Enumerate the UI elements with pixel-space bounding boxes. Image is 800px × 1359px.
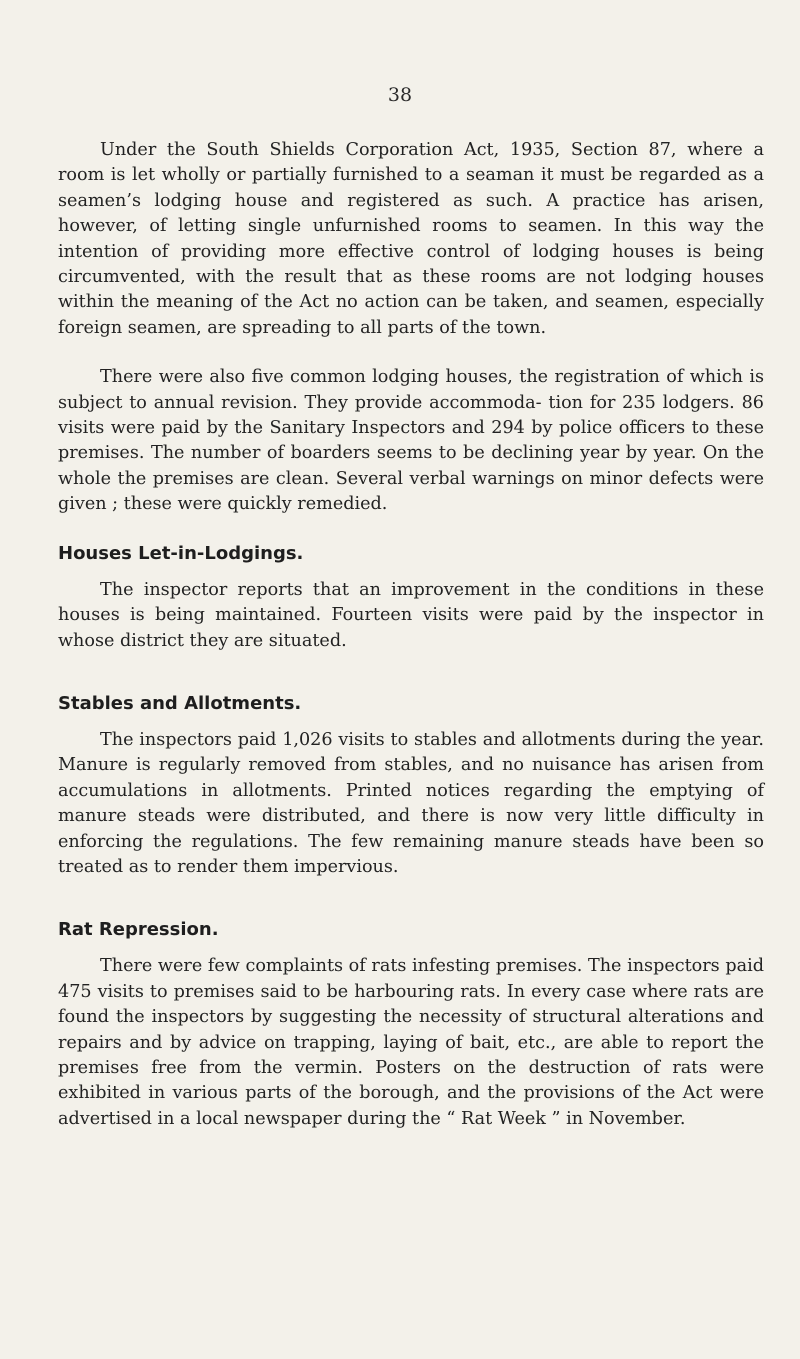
page-content [58,138,764,1156]
section-heading: Stables and Allotments. [58,692,302,714]
section-heading: Houses Let-in-Lodgings. [58,542,304,564]
paragraph-common-lodging-houses: There were also five common lodging houses, the registration of which is subject to annual revision. They provide accommoda- tion for 235 lodgers. 86 visits were paid by the Sanitary Inspectors and 294 by police officers to these premises. The number of boarders seems to be declining year by year. On the whole the premises are clean. Several verbal warnings on minor defects were given ; these were quickly remedied. [58,367,764,515]
section-heading: Rat Repression. [58,919,219,941]
section-rat-repression [58,918,764,1132]
paragraph-seamen-lodging: Under the South Shields Corporation Act, 1935, Section 87, where a room is let wholly or partially furnished to a seaman it must be regarded as a seamen’s lodging house and registered as such. A practice has arisen, however, of letting single unfurnished rooms to seamen. In this way the intention of providing more effective control of lodging houses is being circumvented, with the result that as these rooms are not lodging houses within the meaning of the Act no action can be taken, and seamen, especially foreign seamen, are spreading to all parts of the town. [58,140,764,338]
section-stables-and-allotments [58,692,764,880]
section-body: The inspector reports that an improvement in the conditions in these houses is being maintained. Fourteen visits were paid by the inspector in whose district they are situated. [58,579,764,651]
section-body: There were few complaints of rats infesting premises. The inspectors paid 475 visits to premises said to be harbouring rats. In every case where rats are found the inspectors by suggesting the necessity of structural alterations and repairs and by advice on trapping, laying of bait, etc., are able to report the premises free from the vermin. Posters on the destruction of rats were exhibited in various parts of the borough, and the provisions of the Act were advertised in a local newspaper during the “ Rat Week ” in November. [58,956,764,1129]
section-houses-let-in-lodgings [58,542,764,654]
page-number: 38 [387,84,413,106]
section-body: The inspectors paid 1,026 visits to stables and allotments during the year. Manure is regularly removed from stables, and no nuisance has arisen from accumulations in allotments. Printed notices regarding the emptying of manure steads were distributed, and there is now very little difficulty in enforcing the regulations. The few remaining manure steads have been so treated as to render them impervious. [58,729,764,877]
